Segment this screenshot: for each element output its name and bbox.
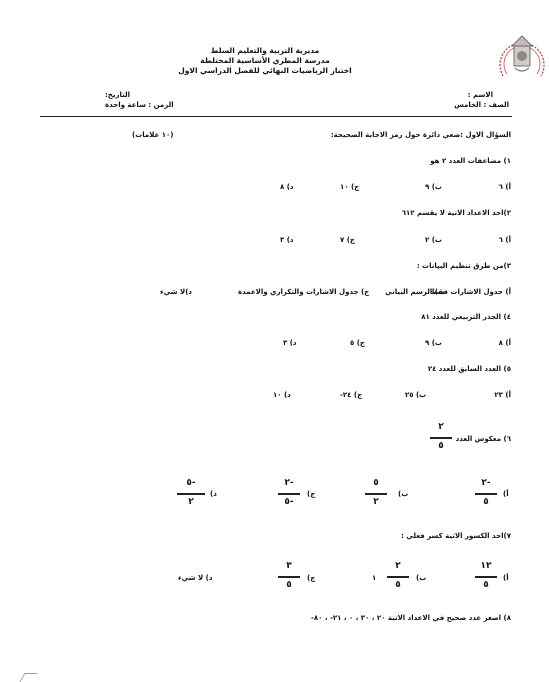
item2-option-c: ج) ٧: [340, 236, 355, 244]
item6-stem-fraction: [427, 422, 455, 456]
item8-stem: ٨) اصغر عدد صحيح في الاعداد الاتية ٢٠ ، ٣٠ ، ٠ ، ٢١- ، ٨٠-: [310, 614, 511, 622]
ministry-logo: [497, 28, 547, 84]
fraction-numerator: ٢: [395, 561, 401, 571]
fraction-denominator: ٥: [286, 580, 292, 590]
fraction-denominator: ٥: [483, 497, 489, 507]
marks-label: (١٠ علامات): [132, 131, 174, 139]
item7-stem: ٧)احد الكسور الاتية كسر فعلي :: [401, 532, 511, 540]
fraction-numerator: ٢: [438, 422, 444, 432]
directorate-title: مديرية التربية والتعليم السلط: [210, 46, 320, 55]
item1-option-a: أ) ٦: [498, 183, 511, 191]
item5-option-c: ج) ٢٤-: [340, 391, 363, 399]
item7-option-b-whole: ١: [372, 574, 377, 582]
item1-option-b: ب) ٩: [425, 183, 442, 191]
item7-option-a-label: أ): [503, 574, 509, 582]
item4-option-b: ب) ٩: [425, 339, 442, 347]
item6-stem: ٦) معكوس العدد: [455, 435, 511, 443]
fraction-denominator: ٥-: [284, 497, 294, 507]
item7-option-c-label: ج): [307, 574, 316, 582]
item5-stem: ٥) العدد السابق للعدد ٢٤: [427, 365, 511, 373]
item4-option-c: ج) ٥: [350, 339, 365, 347]
fraction-bar: [278, 493, 300, 495]
item7-option-b-label: ب): [416, 574, 427, 582]
item7-option-d: د) لا شيء: [178, 574, 213, 582]
item2-option-b: ب) ٢: [425, 236, 442, 244]
item5-option-b: ب) ٢٥: [405, 391, 427, 399]
item5-option-a: أ) ٢٣: [494, 391, 511, 399]
fraction-numerator: ٢-: [284, 478, 294, 488]
fraction-numerator: ٢-: [481, 478, 491, 488]
item6-option-c-label: ج): [307, 490, 316, 498]
item7-option-a-fraction: [472, 561, 500, 595]
item6-option-a-fraction: [472, 478, 500, 512]
fraction-numerator: ٥-: [186, 478, 196, 488]
item3-option-c: ج) جدول الاشارات والتكراري والاعمدة: [238, 288, 370, 296]
fraction-numerator: ٥: [373, 478, 379, 488]
fraction-bar: [278, 576, 300, 578]
item6-option-b-fraction: [362, 478, 390, 512]
fraction-bar: [177, 493, 205, 495]
fraction-bar: [475, 576, 497, 578]
item3-stem: ٣)من طرق تنظيم البيانات :: [416, 262, 511, 270]
fraction-bar: [430, 437, 452, 439]
item5-option-d: د) ١٠: [273, 391, 291, 399]
item7-option-c-fraction: [275, 561, 303, 595]
item6-option-d-label: د): [210, 490, 217, 498]
exam-title: اختبار الرياضيات النهائي للفصل الدراسي الاول: [178, 66, 352, 75]
item1-option-c: ج) ١٠: [340, 183, 360, 191]
item3-option-a: أ) جدول الاشارات فقط: [430, 288, 511, 296]
question-title: السؤال الاول :ضعي دائرة حول رمز الاجابة الصحيحة:: [330, 131, 511, 139]
item2-option-a: أ) ٦: [498, 236, 511, 244]
school-name: مدرسة المطري الأساسية المختلطة: [200, 56, 330, 65]
item6-option-a-label: أ): [503, 490, 509, 498]
item3-option-b: ب) الرسم البياني: [385, 288, 445, 296]
item2-option-d: د) ٣: [280, 236, 294, 244]
fraction-denominator: ٥: [483, 580, 489, 590]
item4-option-d: د) ٣: [283, 339, 297, 347]
item1-stem: ١) مضاعفات العدد ٢ هو: [430, 157, 511, 165]
class-label: الصف : الخامس: [454, 101, 509, 109]
fraction-denominator: ٥: [395, 580, 401, 590]
item1-option-d: د) ٨: [280, 183, 294, 191]
item7-option-b-fraction: [384, 561, 412, 595]
fraction-denominator: ٢: [373, 497, 379, 507]
item6-option-d-fraction: [174, 478, 208, 512]
fraction-bar: [365, 493, 387, 495]
name-label: الاسم :: [467, 91, 493, 99]
fraction-bar: [475, 493, 497, 495]
item4-stem: ٤) الجذر التربيعي للعدد ٨١: [421, 313, 511, 321]
header-divider: [40, 116, 512, 117]
item3-option-d: د)لا شيء: [160, 288, 192, 296]
item2-stem: ٢)احد الاعداد الاتية لا يقسم ٦١٢: [401, 209, 511, 217]
fraction-bar: [387, 576, 409, 578]
date-label: التاريخ:: [105, 91, 131, 99]
item4-option-a: أ) ٨: [498, 339, 511, 347]
item6-option-b-label: ب): [398, 490, 409, 498]
fraction-denominator: ٢: [188, 497, 194, 507]
time-label: الزمن : ساعة واحدة: [105, 101, 174, 109]
item6-option-c-fraction: [275, 478, 303, 512]
fraction-numerator: ١٢: [480, 561, 492, 571]
fraction-denominator: ٥: [438, 441, 444, 451]
fraction-numerator: ٣: [286, 561, 292, 571]
